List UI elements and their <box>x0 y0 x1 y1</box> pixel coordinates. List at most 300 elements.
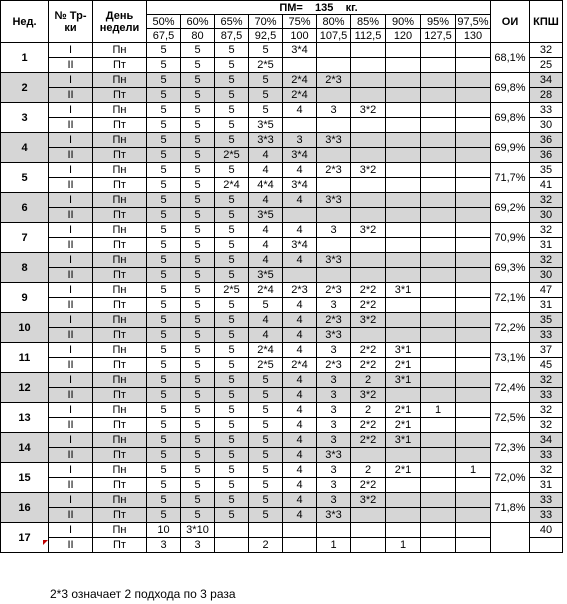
set-cell: 3*5 <box>249 208 283 223</box>
table-row <box>1 463 563 478</box>
training-number: II <box>49 418 93 433</box>
weekday: Пт <box>93 178 147 193</box>
set-cell: 5 <box>215 103 249 118</box>
training-number: I <box>49 43 93 58</box>
set-cell <box>456 358 491 373</box>
set-cell <box>317 118 351 133</box>
oi-value: 71,7% <box>491 163 530 193</box>
set-cell: 5 <box>147 448 181 463</box>
set-cell: 5 <box>147 418 181 433</box>
set-cell: 5 <box>215 493 249 508</box>
kpsh-value: 33 <box>530 388 563 403</box>
set-cell: 1 <box>456 463 491 478</box>
table-row <box>1 388 563 403</box>
set-cell: 4 <box>249 223 283 238</box>
set-cell: 5 <box>147 253 181 268</box>
set-cell <box>386 328 421 343</box>
set-cell: 5 <box>147 43 181 58</box>
training-number: I <box>49 403 93 418</box>
set-cell: 3*1 <box>386 343 421 358</box>
oi-value: 72,0% <box>491 463 530 493</box>
set-cell: 5 <box>215 73 249 88</box>
set-cell: 5 <box>215 508 249 523</box>
set-cell: 2*2 <box>351 478 386 493</box>
training-number: II <box>49 148 93 163</box>
table-row <box>1 103 563 118</box>
set-cell: 2*4 <box>283 358 317 373</box>
set-cell: 3 <box>317 223 351 238</box>
weight-header: 80 <box>181 29 215 43</box>
set-cell: 4 <box>283 103 317 118</box>
set-cell: 2 <box>351 403 386 418</box>
table-row <box>1 238 563 253</box>
set-cell <box>421 193 456 208</box>
percent-header: 65% <box>215 15 249 29</box>
set-cell: 5 <box>147 478 181 493</box>
set-cell <box>456 268 491 283</box>
set-cell: 5 <box>147 88 181 103</box>
kpsh-value: 32 <box>530 373 563 388</box>
training-number: II <box>49 388 93 403</box>
set-cell <box>283 538 317 553</box>
pm-unit: кг. <box>345 1 358 14</box>
set-cell: 3*3 <box>317 253 351 268</box>
week-number: 13 <box>1 403 49 433</box>
week-number: 16 <box>1 493 49 523</box>
training-number: I <box>49 493 93 508</box>
weekday: Пн <box>93 43 147 58</box>
kpsh-value: 33 <box>530 103 563 118</box>
set-cell: 3*2 <box>351 313 386 328</box>
kpsh-value: 32 <box>530 418 563 433</box>
weekday: Пт <box>93 328 147 343</box>
oi-value: 69,3% <box>491 253 530 283</box>
set-cell <box>456 148 491 163</box>
set-cell: 5 <box>181 73 215 88</box>
set-cell: 5 <box>215 253 249 268</box>
set-cell: 5 <box>181 268 215 283</box>
table-row <box>1 163 563 178</box>
set-cell <box>317 58 351 73</box>
set-cell <box>351 253 386 268</box>
training-number: I <box>49 433 93 448</box>
set-cell: 3*3 <box>317 328 351 343</box>
set-cell: 3*1 <box>386 283 421 298</box>
set-cell: 5 <box>147 403 181 418</box>
kpsh-value: 31 <box>530 298 563 313</box>
weekday: Пн <box>93 103 147 118</box>
set-cell: 5 <box>147 433 181 448</box>
set-cell: 4 <box>283 403 317 418</box>
set-cell: 2*3 <box>317 313 351 328</box>
set-cell <box>421 313 456 328</box>
set-cell <box>386 58 421 73</box>
set-cell <box>456 448 491 463</box>
week-number: 5 <box>1 163 49 193</box>
set-cell <box>456 223 491 238</box>
weight-header: 67,5 <box>147 29 181 43</box>
week-number: 3 <box>1 103 49 133</box>
table-row <box>1 403 563 418</box>
weekday: Пт <box>93 268 147 283</box>
set-cell: 3 <box>317 373 351 388</box>
set-cell: 5 <box>249 508 283 523</box>
set-cell <box>386 193 421 208</box>
set-cell: 4 <box>283 433 317 448</box>
set-cell <box>386 253 421 268</box>
weight-header: 92,5 <box>249 29 283 43</box>
set-cell: 3 <box>317 298 351 313</box>
set-cell <box>386 88 421 103</box>
set-cell <box>421 103 456 118</box>
set-cell: 5 <box>147 298 181 313</box>
set-cell: 3*2 <box>351 223 386 238</box>
oi-value: 72,1% <box>491 283 530 313</box>
kpsh-value: 37 <box>530 343 563 358</box>
set-cell <box>351 328 386 343</box>
set-cell: 5 <box>147 208 181 223</box>
kpsh-value: 32 <box>530 463 563 478</box>
set-cell: 4 <box>283 298 317 313</box>
set-cell: 5 <box>147 508 181 523</box>
weekday: Пт <box>93 298 147 313</box>
set-cell <box>456 193 491 208</box>
week-number: 7 <box>1 223 49 253</box>
set-cell <box>421 133 456 148</box>
set-cell <box>351 148 386 163</box>
training-number: II <box>49 178 93 193</box>
set-cell: 5 <box>215 118 249 133</box>
set-cell: 3 <box>283 133 317 148</box>
set-cell <box>386 388 421 403</box>
set-cell: 2*5 <box>249 358 283 373</box>
table-row <box>1 133 563 148</box>
set-cell <box>456 73 491 88</box>
set-cell <box>421 358 456 373</box>
set-cell: 5 <box>215 433 249 448</box>
set-cell: 1 <box>421 403 456 418</box>
kpsh-value: 45 <box>530 358 563 373</box>
set-cell: 5 <box>147 193 181 208</box>
training-number: II <box>49 208 93 223</box>
weekday: Пн <box>93 193 147 208</box>
week-number: 15 <box>1 463 49 493</box>
weekday: Пт <box>93 118 147 133</box>
oi-value: 68,1% <box>491 43 530 73</box>
set-cell: 2*5 <box>249 58 283 73</box>
kpsh-value: 41 <box>530 178 563 193</box>
kpsh-value: 33 <box>530 448 563 463</box>
table-row <box>1 358 563 373</box>
weekday: Пт <box>93 148 147 163</box>
set-cell: 3*1 <box>386 433 421 448</box>
set-cell <box>456 133 491 148</box>
set-cell <box>456 88 491 103</box>
set-cell <box>351 58 386 73</box>
weekday: Пн <box>93 433 147 448</box>
set-cell <box>317 208 351 223</box>
set-cell: 4 <box>249 313 283 328</box>
pm-label: ПМ= <box>279 1 303 14</box>
set-cell <box>386 178 421 193</box>
set-cell: 2*4 <box>249 283 283 298</box>
kpsh-value: 30 <box>530 268 563 283</box>
set-cell: 4 <box>283 223 317 238</box>
set-cell: 3 <box>317 343 351 358</box>
set-cell <box>386 313 421 328</box>
weekday: Пн <box>93 463 147 478</box>
set-cell: 5 <box>147 373 181 388</box>
week-number: 4 <box>1 133 49 163</box>
kpsh-value: 47 <box>530 283 563 298</box>
set-cell: 5 <box>181 238 215 253</box>
weight-header: 120 <box>386 29 421 43</box>
kpsh-value: 32 <box>530 43 563 58</box>
oi-value: 70,9% <box>491 223 530 253</box>
set-cell <box>421 283 456 298</box>
set-cell: 5 <box>215 268 249 283</box>
set-cell: 5 <box>181 403 215 418</box>
set-cell <box>456 58 491 73</box>
set-cell: 3*2 <box>351 493 386 508</box>
set-cell: 10 <box>147 523 181 538</box>
set-cell: 3 <box>317 493 351 508</box>
set-cell: 3 <box>181 538 215 553</box>
week-number: 11 <box>1 343 49 373</box>
set-cell <box>421 178 456 193</box>
week-number: 12 <box>1 373 49 403</box>
set-cell <box>456 508 491 523</box>
set-cell: 5 <box>215 343 249 358</box>
kpsh-value: 31 <box>530 478 563 493</box>
set-cell: 5 <box>147 493 181 508</box>
percent-header: 90% <box>386 15 421 29</box>
oi-value: 72,2% <box>491 313 530 343</box>
week-number: 14 <box>1 433 49 463</box>
set-cell <box>421 58 456 73</box>
set-cell <box>386 523 421 538</box>
set-cell <box>421 148 456 163</box>
set-cell <box>317 43 351 58</box>
set-cell <box>421 43 456 58</box>
set-cell <box>386 478 421 493</box>
training-number: II <box>49 328 93 343</box>
set-cell <box>456 343 491 358</box>
table-row <box>1 478 563 493</box>
set-cell: 2*2 <box>351 298 386 313</box>
weekday: Пн <box>93 283 147 298</box>
set-cell: 4 <box>283 163 317 178</box>
set-cell: 4 <box>249 163 283 178</box>
pm-header <box>147 1 491 15</box>
set-cell <box>351 238 386 253</box>
set-cell: 3*4 <box>283 148 317 163</box>
set-cell <box>386 73 421 88</box>
set-cell: 3*3 <box>317 133 351 148</box>
set-cell <box>456 43 491 58</box>
table-row <box>1 328 563 343</box>
set-cell <box>283 268 317 283</box>
kpsh-value: 28 <box>530 88 563 103</box>
set-cell: 3*2 <box>351 388 386 403</box>
set-cell: 4 <box>249 328 283 343</box>
training-number: I <box>49 523 93 538</box>
kpsh-value: 40 <box>530 523 563 538</box>
kpsh-value: 33 <box>530 328 563 343</box>
weight-header: 87,5 <box>215 29 249 43</box>
set-cell: 1 <box>317 538 351 553</box>
set-cell <box>317 148 351 163</box>
set-cell: 2*3 <box>317 163 351 178</box>
table-row <box>1 418 563 433</box>
set-cell: 5 <box>249 88 283 103</box>
set-cell: 5 <box>215 133 249 148</box>
oi-value: 71,8% <box>491 493 530 523</box>
kpsh-value: 30 <box>530 118 563 133</box>
set-cell: 5 <box>147 268 181 283</box>
oi-value: 69,8% <box>491 73 530 103</box>
kpsh-value: 36 <box>530 148 563 163</box>
set-cell: 3*5 <box>249 118 283 133</box>
set-cell: 5 <box>181 463 215 478</box>
set-cell: 3*4 <box>283 238 317 253</box>
percent-header: 97,5% <box>457 15 489 28</box>
set-cell: 5 <box>147 358 181 373</box>
weekday: Пт <box>93 58 147 73</box>
set-cell: 2*3 <box>283 283 317 298</box>
percent-header: 85% <box>351 15 386 29</box>
set-cell: 4 <box>249 238 283 253</box>
kpsh-value: 36 <box>530 133 563 148</box>
set-cell: 5 <box>181 418 215 433</box>
training-number: I <box>49 463 93 478</box>
set-cell: 2*3 <box>317 358 351 373</box>
weekday: Пн <box>93 373 147 388</box>
table-row <box>1 523 563 538</box>
set-cell <box>386 208 421 223</box>
set-cell: 5 <box>147 118 181 133</box>
table-row <box>1 88 563 103</box>
table-row <box>1 73 563 88</box>
set-cell: 5 <box>147 103 181 118</box>
set-cell: 5 <box>215 358 249 373</box>
set-cell <box>215 523 249 538</box>
set-cell: 5 <box>147 133 181 148</box>
set-cell: 2*1 <box>386 358 421 373</box>
set-cell <box>456 313 491 328</box>
set-cell <box>351 538 386 553</box>
set-cell: 5 <box>181 163 215 178</box>
set-cell: 5 <box>181 388 215 403</box>
set-cell: 5 <box>181 313 215 328</box>
percent-header: 70% <box>249 15 283 29</box>
set-cell: 5 <box>181 103 215 118</box>
weight-header: 107,5 <box>317 29 351 43</box>
training-number: II <box>49 268 93 283</box>
set-cell <box>351 118 386 133</box>
set-cell: 5 <box>215 328 249 343</box>
set-cell <box>456 238 491 253</box>
weekday: Пн <box>93 253 147 268</box>
set-cell: 2*2 <box>351 343 386 358</box>
week-number: 8 <box>1 253 49 283</box>
set-cell: 4 <box>283 253 317 268</box>
set-cell <box>386 448 421 463</box>
set-cell <box>351 133 386 148</box>
weekday: Пн <box>93 223 147 238</box>
kpsh-value: 32 <box>530 193 563 208</box>
set-cell <box>421 118 456 133</box>
weekday: Пт <box>93 388 147 403</box>
set-cell: 4 <box>283 313 317 328</box>
set-cell: 2*4 <box>283 73 317 88</box>
set-cell: 2*2 <box>351 283 386 298</box>
table-row <box>1 313 563 328</box>
set-cell <box>456 403 491 418</box>
table-row <box>1 43 563 58</box>
set-cell <box>421 73 456 88</box>
kpsh-value: 33 <box>530 493 563 508</box>
set-cell: 5 <box>147 463 181 478</box>
table-row <box>1 283 563 298</box>
kpsh-value: 30 <box>530 208 563 223</box>
training-number: II <box>49 538 93 553</box>
oi-value <box>491 523 530 553</box>
training-number: II <box>49 298 93 313</box>
week-number: 2 <box>1 73 49 103</box>
oi-value: 69,8% <box>491 103 530 133</box>
set-cell <box>456 118 491 133</box>
set-cell: 5 <box>249 493 283 508</box>
set-cell: 5 <box>215 373 249 388</box>
percent-header: 80% <box>317 15 351 29</box>
set-cell <box>456 298 491 313</box>
set-cell <box>386 163 421 178</box>
day-header: День недели <box>93 1 147 43</box>
set-cell <box>421 298 456 313</box>
set-cell: 3*3 <box>317 508 351 523</box>
set-cell: 5 <box>249 478 283 493</box>
set-cell: 2*2 <box>351 418 386 433</box>
set-cell <box>456 163 491 178</box>
training-number: I <box>49 313 93 328</box>
set-cell: 3 <box>147 538 181 553</box>
training-number: I <box>49 283 93 298</box>
set-cell: 3 <box>317 103 351 118</box>
set-cell: 2*4 <box>215 178 249 193</box>
set-cell <box>456 178 491 193</box>
set-cell <box>456 478 491 493</box>
set-cell: 2*4 <box>249 343 283 358</box>
set-cell: 5 <box>215 238 249 253</box>
table-row <box>1 538 563 553</box>
set-cell: 5 <box>181 343 215 358</box>
weekday: Пт <box>93 358 147 373</box>
table-row <box>1 178 563 193</box>
set-cell: 5 <box>249 373 283 388</box>
set-cell: 5 <box>249 418 283 433</box>
set-cell: 5 <box>181 148 215 163</box>
set-cell: 5 <box>181 433 215 448</box>
set-cell <box>386 508 421 523</box>
set-cell: 5 <box>215 403 249 418</box>
set-cell: 5 <box>147 313 181 328</box>
set-cell: 5 <box>181 328 215 343</box>
weekday: Пн <box>93 403 147 418</box>
set-cell: 2*1 <box>386 463 421 478</box>
set-cell: 4 <box>283 373 317 388</box>
table-row <box>1 253 563 268</box>
